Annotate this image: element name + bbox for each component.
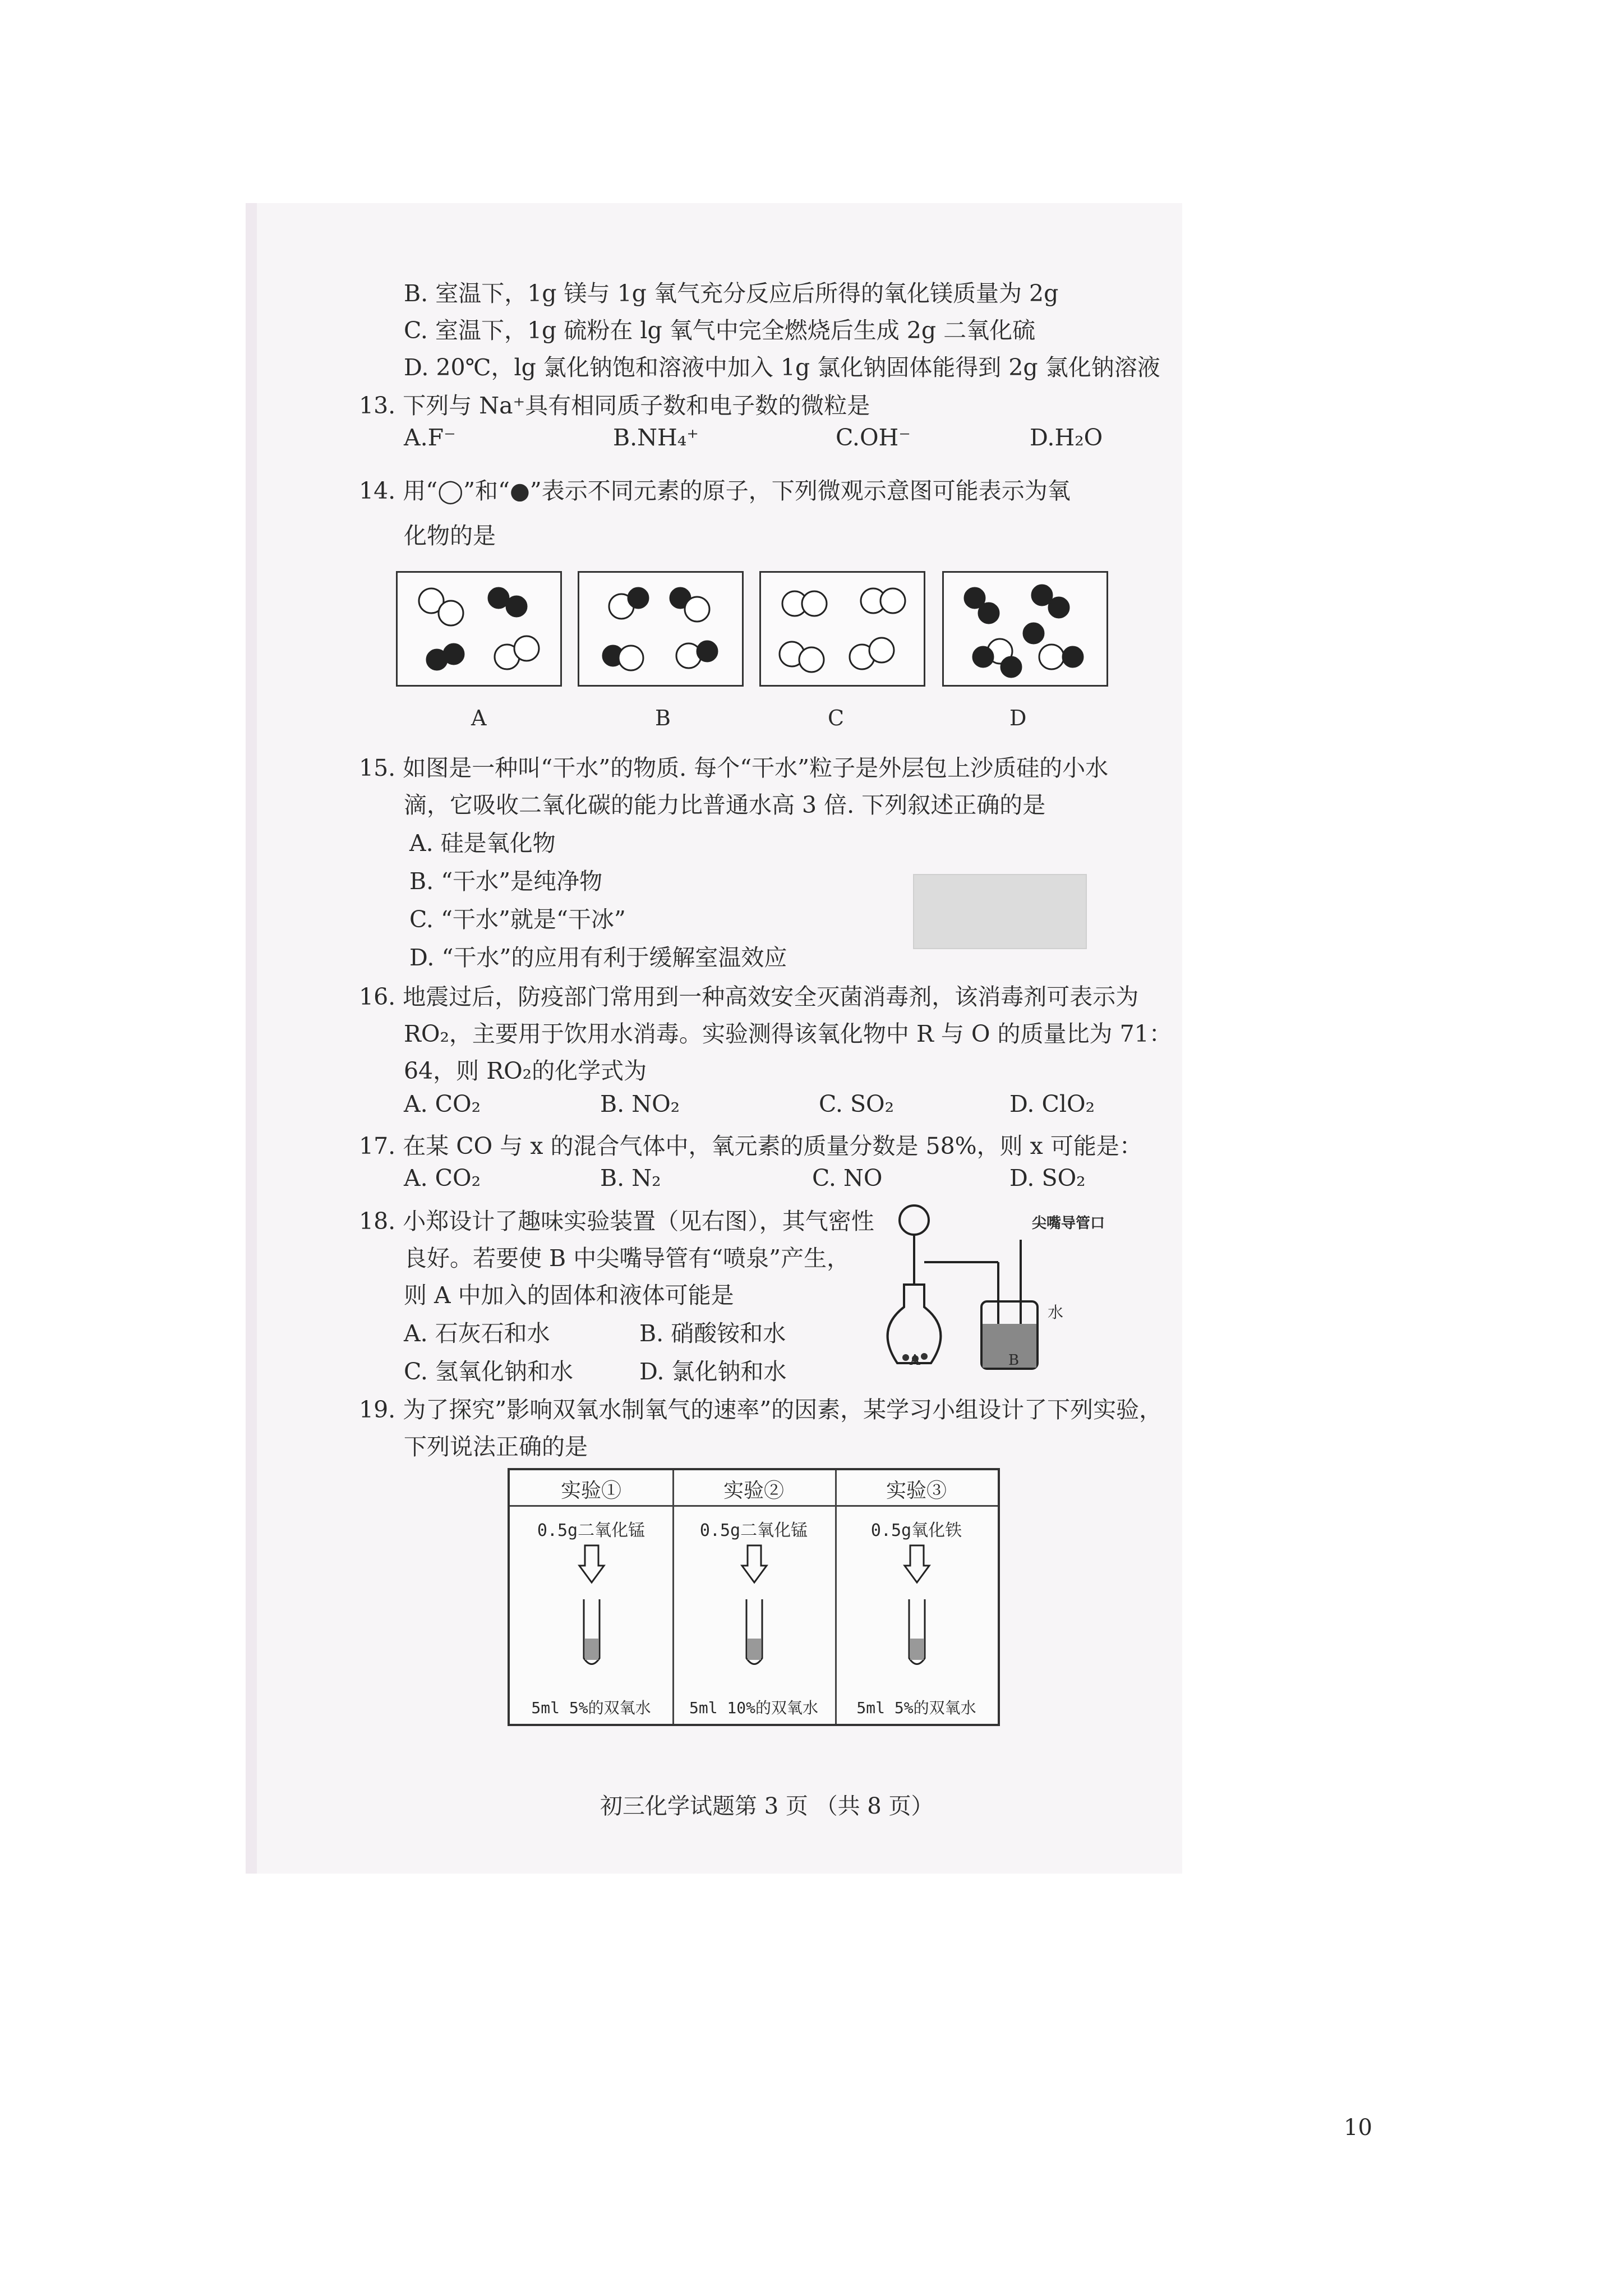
q17-option-d: D. SO₂	[1009, 1165, 1086, 1191]
q14-diagram-b	[578, 571, 744, 687]
q16-option-d: D. ClO₂	[1009, 1091, 1095, 1117]
experiment-2-reagent: 0.5g二氧化锰	[699, 1521, 808, 1540]
q17-stem: 17. 在某 CO 与 x 的混合气体中，氧元素的质量分数是 58%，则 x 可能是：	[359, 1133, 1142, 1159]
q14-label-b: B	[655, 706, 671, 730]
q12-option-d: D. 20℃，lg 氯化钠饱和溶液中加入 1g 氯化钠固体能得到 2g 氯化钠溶液	[404, 354, 1160, 381]
q16-stem-cont2: 64，则 RO₂的化学式为	[404, 1057, 647, 1084]
q15-stem-cont: 滴，它吸收二氧化碳的能力比普通水高 3 倍. 下列叙述正确的是	[404, 792, 1046, 818]
experiment-2-title: 实验②	[723, 1479, 784, 1502]
experiment-1-solution: 5ml 5%的双氧水	[531, 1699, 651, 1717]
q17-option-a: A. CO₂	[404, 1165, 481, 1191]
q13-option-c: C.OH⁻	[836, 424, 911, 451]
experiment-1-tube	[576, 1543, 607, 1672]
q18-label-tube: 尖嘴导管口	[1032, 1215, 1105, 1232]
experiment-3-reagent: 0.5g氧化铁	[870, 1521, 962, 1540]
q14-label-a: A	[471, 706, 487, 730]
experiment-2-solution: 5ml 10%的双氧水	[689, 1699, 818, 1717]
experiment-1-title: 实验①	[560, 1479, 621, 1502]
q12-option-c: C. 室温下，1g 硫粉在 lg 氧气中完全燃烧后生成 2g 二氧化硫	[404, 317, 1036, 344]
q15-option-b: B. “干水”是纯净物	[409, 868, 603, 895]
q14-stem: 14. 用“◯”和“●”表示不同元素的原子，下列微观示意图可能表示为氧	[359, 477, 1071, 504]
q16-option-a: A. CO₂	[404, 1091, 481, 1117]
q16-stem: 16. 地震过后，防疫部门常用到一种高效安全灭菌消毒剂，该消毒剂可表示为	[359, 983, 1139, 1010]
q18-stem-cont2: 则 A 中加入的固体和液体可能是	[404, 1282, 734, 1309]
q14-diagram-a	[396, 571, 562, 687]
q14-diagram-d	[942, 571, 1108, 687]
experiment-2-tube	[739, 1543, 770, 1672]
q18-option-d: D. 氯化钠和水	[639, 1358, 787, 1385]
q18-stem: 18. 小郑设计了趣味实验装置（见右图），其气密性	[359, 1208, 874, 1235]
experiment-1-reagent: 0.5g二氧化锰	[537, 1521, 645, 1540]
q18-label-water: 水	[1048, 1303, 1064, 1322]
experiment-3	[835, 1470, 998, 1724]
experiment-3-solution: 5ml 5%的双氧水	[856, 1699, 976, 1717]
q15-stem: 15. 如图是一种叫“干水”的物质. 每个“干水”粒子是外层包上沙质硅的小水	[359, 754, 1109, 781]
dry-water-photo	[913, 874, 1087, 949]
page-number: 10	[1344, 2115, 1372, 2141]
q15-option-d: D. “干水”的应用有利于缓解室温效应	[409, 944, 787, 971]
experiment-3-title: 实验③	[886, 1479, 947, 1502]
q18-label-a: A	[910, 1352, 920, 1369]
q16-option-b: B. NO₂	[600, 1091, 680, 1117]
q17-option-c: C. NO	[812, 1165, 883, 1191]
q18-option-a: A. 石灰石和水	[404, 1320, 550, 1347]
q16-stem-cont: RO₂，主要用于饮用水消毒。实验测得该氧化物中 R 与 O 的质量比为 71：	[404, 1020, 1172, 1047]
q13-stem: 13. 下列与 Na⁺具有相同质子数和电子数的微粒是	[359, 392, 870, 419]
q14-diagram-c	[759, 571, 925, 687]
q16-option-c: C. SO₂	[819, 1091, 895, 1117]
experiment-1	[510, 1470, 674, 1724]
q19-stem-cont: 下列说法正确的是	[404, 1433, 588, 1460]
experiment-2	[672, 1470, 837, 1724]
q13-option-b: B.NH₄⁺	[613, 424, 699, 451]
q13-option-d: D.H₂O	[1030, 424, 1103, 451]
q18-stem-cont: 良好。若要使 B 中尖嘴导管有“喷泉”产生，	[404, 1245, 850, 1272]
q14-label-c: C	[828, 706, 845, 730]
q18-option-b: B. 硝酸铵和水	[639, 1320, 786, 1347]
q19-experiment-table	[508, 1468, 1000, 1726]
q17-option-b: B. N₂	[600, 1165, 661, 1191]
q13-option-a: A.F⁻	[404, 424, 456, 451]
q14-stem-cont: 化物的是	[404, 522, 496, 549]
q15-option-c: C. “干水”就是“干冰”	[409, 906, 626, 933]
q14-label-d: D	[1009, 706, 1027, 730]
q18-label-b: B	[1008, 1352, 1020, 1369]
experiment-3-tube	[901, 1543, 933, 1672]
q12-option-b: B. 室温下，1g 镁与 1g 氧气充分反应后所得的氧化镁质量为 2g	[404, 280, 1059, 307]
q18-option-c: C. 氢氧化钠和水	[404, 1358, 573, 1385]
page-footer: 初三化学试题第 3 页 （共 8 页）	[600, 1793, 934, 1819]
q15-option-a: A. 硅是氧化物	[409, 830, 556, 857]
q19-stem: 19. 为了探究”影响双氧水制氧气的速率”的因素，某学习小组设计了下列实验，	[359, 1396, 1163, 1423]
